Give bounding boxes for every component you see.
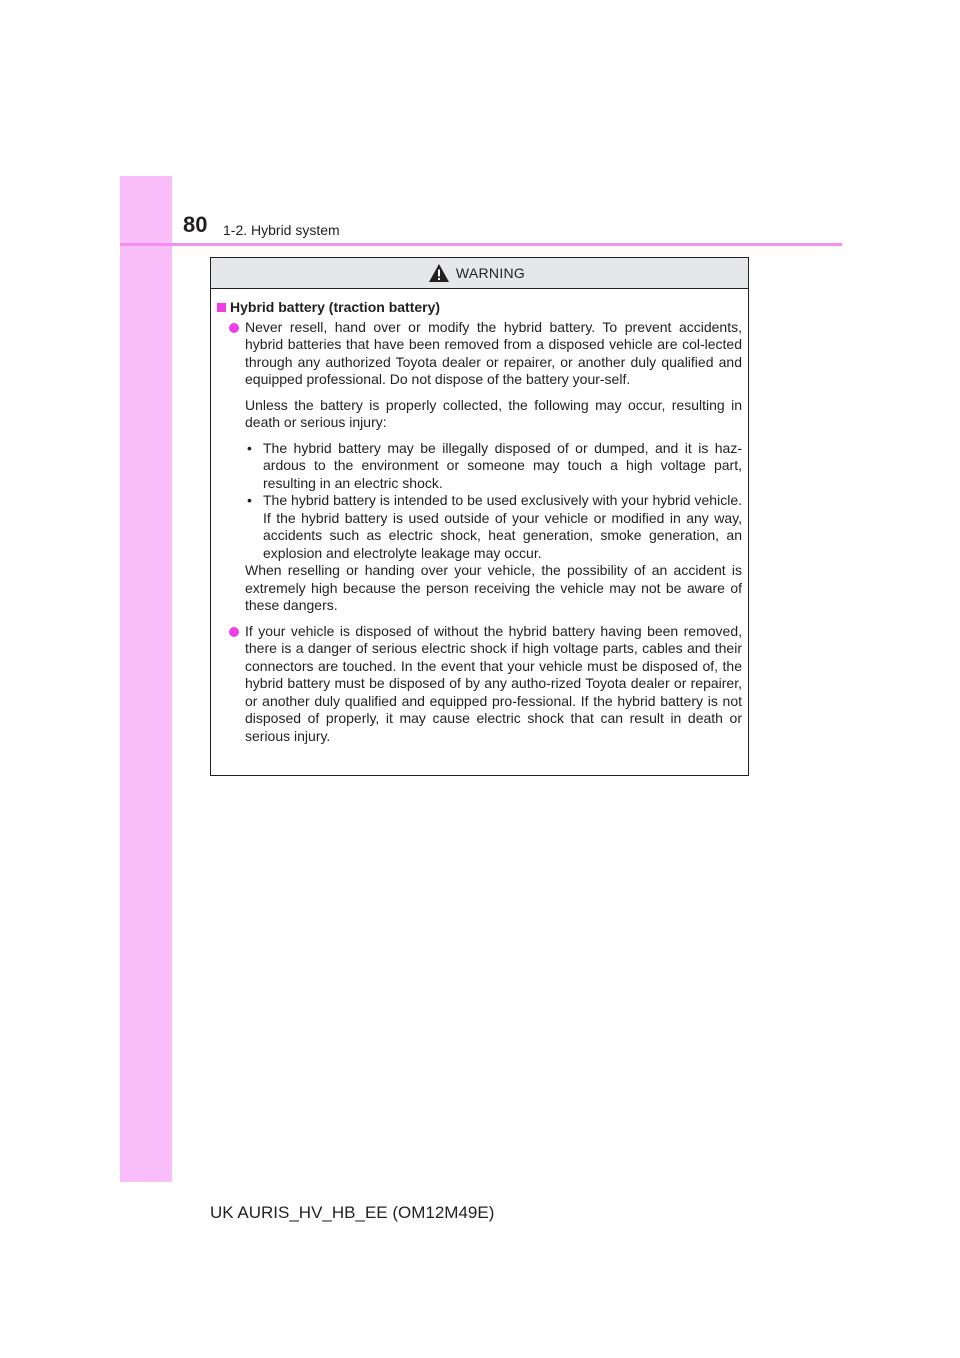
list-item — [229, 623, 742, 746]
warning-heading-text: Hybrid battery (traction battery) — [230, 299, 441, 315]
paragraph: Unless the battery is properly collected, the following may occur, resulting in death or serious injury: — [245, 396, 742, 430]
warning-box — [210, 257, 749, 776]
paragraph: If your vehicle is disposed of without the hybrid battery having been removed, there is a danger of serious electric shock if high voltage parts, cables and their connectors are touched. In the event that your vehicle must be disposed of, the hybrid battery must be disposed of by any autho-rized Toyota dealer or repairer, or another duly qualified and equipped pro-fessional. If the hybrid battery is not disposed of properly, it may cause electric shock that can result in death or serious injury. — [245, 622, 742, 744]
side-tab-band — [120, 176, 172, 1182]
bullet-dot: • — [247, 439, 252, 456]
header-rule — [120, 243, 842, 246]
footer-document-code: UK AURIS_HV_HB_EE (OM12M49E) — [210, 1203, 495, 1222]
square-bullet-icon — [217, 303, 226, 312]
list-item-content — [245, 319, 742, 615]
sub-list-text: The hybrid battery is intended to be used exclusively with your hybrid vehicle. If the hybrid battery is used outside of your vehicle or modified in any way, accidents such as electric shock, heat generation, smoke generation, an explosion and electrolyte leakage may occur. — [263, 492, 742, 561]
list-item-content — [245, 623, 742, 746]
list-item — [229, 319, 742, 615]
section-title: 1-2. Hybrid system — [223, 222, 340, 238]
warning-heading — [217, 299, 742, 317]
sub-list-item — [245, 440, 742, 493]
sub-list-text: The hybrid battery may be illegally disposed of or dumped, and it is haz-ardous to the environment or someone may touch a high voltage part, resulting in an electric shock. — [263, 439, 742, 491]
bullet-dot: • — [247, 492, 252, 508]
warning-label: WARNING — [455, 265, 526, 281]
warning-triangle-icon — [428, 263, 450, 283]
circle-bullet-icon — [229, 627, 239, 637]
page-number: 80 — [183, 212, 208, 237]
warning-header — [211, 258, 748, 289]
paragraph: When reselling or handing over your vehicle, the possibility of an accident is extremely high because the person receiving the vehicle may not be aware of these dangers. — [245, 562, 742, 613]
sub-list-item — [245, 492, 742, 562]
circle-bullet-icon — [229, 323, 239, 333]
warning-body — [211, 289, 748, 745]
paragraph: Never resell, hand over or modify the hybrid battery. To prevent accidents, hybrid batteries that have been removed from a disposed vehicle are col-lected through any authorized Toyota dealer or repairer, or another duly qualified and equipped professional. Do not dispose of the battery your-self. — [245, 318, 742, 387]
